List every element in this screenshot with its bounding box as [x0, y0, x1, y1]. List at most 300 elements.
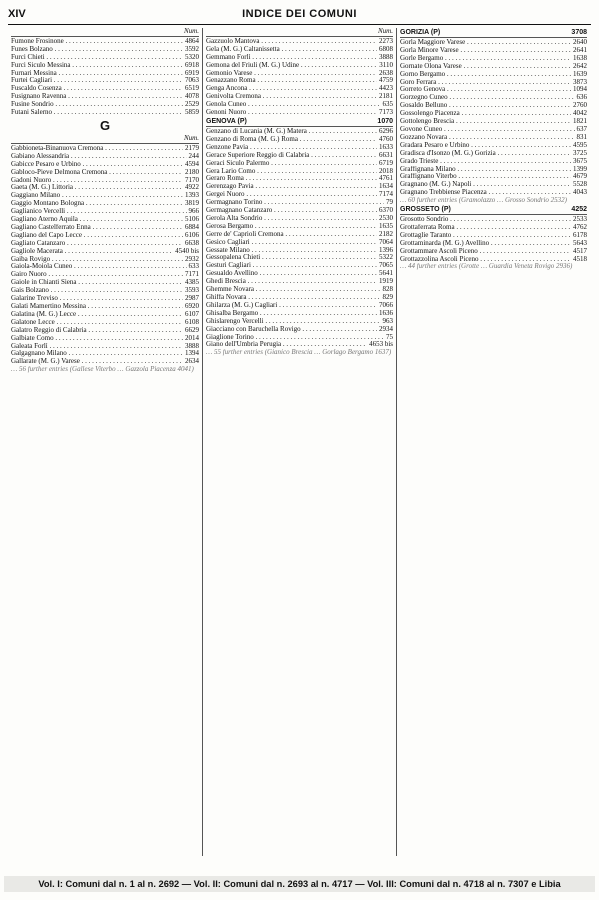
index-entry — [206, 85, 393, 93]
index-entry — [206, 128, 393, 136]
comune-name: Graffignano Viterbo . . . — [400, 173, 571, 181]
comune-number: 637 — [576, 124, 587, 133]
truncation-note: … 60 further entries (Gramolazzo … Grosso Sondrio 2532) — [400, 197, 567, 205]
column-1 — [8, 28, 202, 856]
comune-name: Futani Salerno . . . — [11, 109, 183, 117]
index-entry — [206, 183, 393, 191]
index-entry — [206, 223, 393, 231]
comune-number: 6631 — [379, 150, 393, 159]
comune-name: Gadoni Nuoro . . . — [11, 177, 183, 185]
comune-number: 2641 — [573, 45, 587, 54]
comune-name: Gergei Nuoro . . . — [206, 191, 377, 199]
comune-name: Gesico Cagliari . . . — [206, 239, 377, 247]
index-entry — [11, 224, 199, 232]
page-title: INDICE DEI COMUNI — [242, 8, 357, 20]
index-entry — [11, 62, 199, 70]
num-header: Num. — [11, 28, 199, 37]
comune-name: Gragnano (M. G.) Napoli . . . — [400, 181, 571, 189]
comune-number: 2273 — [379, 36, 393, 45]
index-entry — [11, 343, 199, 351]
comune-number: 4517 — [573, 246, 587, 255]
province-tag: (P) — [441, 206, 451, 214]
page-number: XIV — [8, 8, 26, 20]
comune-number: 6638 — [185, 238, 199, 247]
comune-number: 2760 — [573, 101, 587, 110]
comune-name: Ghisalba Bergamo . . . — [206, 310, 377, 318]
truncation-note: … 44 further entries (Grotte … Guardia Veneta Rovigo 2936) — [400, 263, 573, 271]
index-entry — [400, 240, 587, 248]
comune-name: Giano dell'Umbria Perugia . . . — [206, 341, 367, 349]
comune-number: 4653 bis — [369, 340, 393, 349]
index-entry — [400, 71, 587, 79]
comune-number: 6519 — [185, 84, 199, 93]
comune-number: 3675 — [573, 156, 587, 165]
comune-name: Galgagnano Milano . . . — [11, 350, 183, 358]
comune-number: 2018 — [379, 166, 393, 175]
index-entry — [206, 175, 393, 183]
comune-number: 3888 — [379, 52, 393, 61]
comune-number: 2987 — [185, 294, 199, 303]
comune-number: 2179 — [185, 143, 199, 152]
index-entry — [206, 239, 393, 247]
index-entry — [206, 136, 393, 144]
comune-number: 6178 — [573, 230, 587, 239]
comune-name: Gagliole Macerata . . . — [11, 248, 173, 256]
comune-name: Gagliato Catanzaro . . . — [11, 240, 183, 248]
index-entry — [11, 169, 199, 177]
comune-name: Gesualdo Avellino . . . — [206, 270, 377, 278]
index-entry — [400, 134, 587, 142]
comune-number: 1636 — [379, 308, 393, 317]
index-entry — [206, 168, 393, 176]
comune-name: Gemona del Friuli (M. G.) Udine . . . — [206, 62, 377, 70]
comune-name: Gazzuolo Mantova . . . — [206, 38, 377, 46]
index-entry — [206, 302, 393, 310]
comune-name: Gerace Superiore Reggio di Calabria . . . — [206, 152, 377, 160]
index-entry — [11, 184, 199, 192]
comune-number: 7171 — [185, 270, 199, 279]
comune-name: Gesturi Cagliari . . . — [206, 262, 377, 270]
comune-name: Furci Chieti . . . — [11, 54, 183, 62]
comune-name: Genoni Nuoro . . . — [206, 109, 377, 117]
comune-number: 5528 — [573, 180, 587, 189]
comune-name: Gragnano Trebbiense Piacenza . . . — [400, 189, 571, 197]
comune-number: 4760 — [379, 134, 393, 143]
comune-number: 4594 — [185, 159, 199, 168]
index-entry — [206, 109, 393, 117]
comune-number: 4762 — [573, 222, 587, 231]
comune-name: Gagliano Aterno Aquila . . . — [11, 216, 183, 224]
index-entry — [11, 327, 199, 335]
comune-name: Genga Ancona . . . — [206, 85, 377, 93]
province-number: 1070 — [377, 117, 393, 125]
comune-name: Graffignana Milano . . . — [400, 166, 571, 174]
comune-number: 2014 — [185, 333, 199, 342]
comune-number: 828 — [382, 285, 393, 294]
comune-name: Gerosa Bergamo . . . — [206, 223, 377, 231]
comune-number: 829 — [382, 293, 393, 301]
entry-list — [206, 128, 393, 349]
comune-number: 7173 — [379, 108, 393, 117]
comune-name: Genzone Pavia . . . — [206, 144, 377, 152]
index-entry — [400, 181, 587, 189]
province-heading — [206, 118, 393, 127]
comune-number: 4679 — [573, 172, 587, 181]
index-entry — [206, 326, 393, 334]
index-entry — [11, 145, 199, 153]
comune-name: Gaeta (M. G.) Littoria . . . — [11, 184, 183, 192]
comune-name: Genivolta Cremona . . . — [206, 93, 377, 101]
comune-name: Galatro Reggio di Calabria . . . — [11, 327, 183, 335]
index-entry — [11, 54, 199, 62]
comune-name: Galati Mamertino Messina . . . — [11, 303, 183, 311]
index-entry — [11, 153, 199, 161]
truncation-note: … 56 further entries (Gallese Viterbo … Gazzola Piacenza 4041) — [11, 366, 194, 374]
comune-number: 2181 — [379, 92, 393, 101]
header-rule — [8, 24, 591, 25]
comune-number: 966 — [188, 207, 199, 216]
index-entry — [400, 39, 587, 47]
index-entry — [206, 270, 393, 278]
comune-number: 5322 — [379, 253, 393, 262]
comune-name: Gottolengo Brescia . . . — [400, 118, 571, 126]
comune-number: 4595 — [573, 140, 587, 149]
comune-number: 5320 — [185, 52, 199, 61]
comune-number: 3888 — [185, 341, 199, 350]
comune-name: Gaiola-Moiola Cuneo . . . — [11, 263, 187, 271]
index-entry — [400, 63, 587, 71]
index-entry — [400, 248, 587, 256]
comune-name: Grottammare Ascoli Piceno . . . — [400, 248, 571, 256]
comune-name: Gaglianico Vercelli . . . — [11, 208, 187, 216]
comune-name: Gaiole in Chianti Siena . . . — [11, 279, 183, 287]
index-entry — [11, 279, 199, 287]
num-header: Num. — [206, 28, 393, 37]
index-entry — [11, 319, 199, 327]
truncation-note: … 55 further entries (Gianico Brescia … Gorlago Bergamo 1637) — [206, 349, 392, 357]
province-number: 4252 — [571, 206, 587, 214]
comune-number: 1639 — [573, 69, 587, 78]
comune-number: 6106 — [185, 230, 199, 239]
index-entry — [400, 256, 587, 264]
comune-name: Gerre de' Caprioli Cremona . . . — [206, 231, 377, 239]
index-entry — [206, 70, 393, 78]
index-entry — [11, 303, 199, 311]
comune-name: Gais Bolzano . . . — [11, 287, 183, 295]
index-entry — [206, 62, 393, 70]
comune-name: Genazzano Roma . . . — [206, 77, 377, 85]
comune-name: Gornate Olona Varese . . . — [400, 63, 571, 71]
comune-name: Gorla Maggiore Varese . . . — [400, 39, 571, 47]
index-entry — [11, 77, 199, 85]
comune-number: 3110 — [379, 60, 393, 69]
index-entry — [11, 101, 199, 109]
index-entry — [11, 93, 199, 101]
comune-number: 79 — [386, 198, 393, 207]
comune-name: Gaiba Rovigo . . . — [11, 256, 183, 264]
comune-number: 5641 — [379, 269, 393, 278]
index-entry — [206, 294, 393, 302]
comune-number: 1393 — [185, 191, 199, 200]
comune-name: Gairo Nuoro . . . — [11, 271, 183, 279]
index-entry — [400, 150, 587, 158]
comune-number: 6629 — [185, 325, 199, 334]
comune-number: 4922 — [185, 183, 199, 192]
comune-number: 2530 — [379, 213, 393, 222]
comune-name: Gallarate (M. G.) Varese . . . — [11, 358, 183, 366]
index-entry — [11, 271, 199, 279]
comune-name: Gagliano Castelferrato Enna . . . — [11, 224, 183, 232]
comune-number: 3819 — [185, 199, 199, 208]
comune-number: 4518 — [573, 254, 587, 263]
index-entry — [400, 126, 587, 134]
index-entry — [206, 341, 393, 349]
index-entry — [206, 215, 393, 223]
num-header: Num. — [11, 135, 199, 144]
province-heading — [400, 29, 587, 38]
comune-number: 2932 — [185, 254, 199, 263]
comune-number: 1821 — [573, 117, 587, 126]
index-entry — [206, 160, 393, 168]
comune-name: Ghislarengo Vercelli . . . — [206, 318, 381, 326]
index-entry — [11, 85, 199, 93]
entry-list — [206, 38, 393, 117]
index-entry — [400, 118, 587, 126]
comune-number: 7063 — [185, 76, 199, 85]
index-entry — [400, 79, 587, 87]
comune-name: Genola Cuneo . . . — [206, 101, 381, 109]
comune-number: 6108 — [185, 317, 199, 326]
comune-name: Geraci Siculo Palermo . . . — [206, 160, 377, 168]
comune-number: 1396 — [379, 245, 393, 254]
section-letter: G — [99, 117, 111, 133]
comune-number: 1394 — [185, 349, 199, 358]
index-entry — [400, 173, 587, 181]
index-entry — [206, 38, 393, 46]
entry-list — [400, 39, 587, 197]
comune-number: 963 — [382, 316, 393, 325]
comune-name: Genzano di Lucania (M. G.) Matera . . . — [206, 128, 377, 136]
index-entry — [11, 263, 199, 271]
comune-number: 4423 — [379, 84, 393, 93]
index-entry — [400, 158, 587, 166]
index-entry — [400, 110, 587, 118]
comune-number: 7066 — [379, 300, 393, 309]
index-entry — [11, 256, 199, 264]
index-entry — [400, 47, 587, 55]
comune-name: Gorno Bergamo . . . — [400, 71, 571, 79]
province-name: GROSSETO — [400, 206, 440, 214]
entry-list — [11, 145, 199, 366]
comune-name: Gabiano Alessandria . . . — [11, 153, 187, 161]
comune-name: Geraro Roma . . . — [206, 175, 377, 183]
index-entry — [11, 161, 199, 169]
index-entry — [400, 166, 587, 174]
comune-name: Grado Trieste . . . — [400, 158, 571, 166]
comune-name: Ghedi Brescia . . . — [206, 278, 377, 286]
index-entry — [11, 232, 199, 240]
comune-number: 5106 — [185, 215, 199, 224]
comune-name: Grottaferrata Roma . . . — [400, 224, 571, 232]
comune-name: Germagnano Torino . . . — [206, 199, 384, 207]
comune-name: Galarine Treviso . . . — [11, 295, 183, 303]
index-entry — [206, 262, 393, 270]
comune-number: 1094 — [573, 85, 587, 94]
comune-name: Gradara Pesaro e Urbino . . . — [400, 142, 571, 150]
comune-number: 6919 — [185, 68, 199, 77]
comune-number: 3593 — [185, 286, 199, 295]
comune-number: 7065 — [379, 261, 393, 270]
comune-number: 1638 — [573, 53, 587, 62]
index-entry — [206, 152, 393, 160]
column-2 — [202, 28, 396, 856]
comune-name: Gerola Alta Sondrio . . . — [206, 215, 377, 223]
comune-name: Furtei Cagliari . . . — [11, 77, 183, 85]
comune-number: 7170 — [185, 175, 199, 184]
index-entry — [206, 144, 393, 152]
comune-number: 6296 — [379, 126, 393, 135]
comune-number: 2934 — [379, 324, 393, 333]
comune-number: 2642 — [573, 61, 587, 70]
comune-number: 1635 — [379, 221, 393, 230]
comune-name: Gessate Milano . . . — [206, 247, 377, 255]
index-entry — [206, 207, 393, 215]
comune-name: Germagnano Catanzaro . . . — [206, 207, 377, 215]
comune-number: 4078 — [185, 92, 199, 101]
comune-number: 2529 — [185, 100, 199, 109]
comune-number: 75 — [386, 332, 393, 341]
page-header — [8, 6, 591, 22]
index-columns — [8, 28, 591, 856]
comune-number: 1634 — [379, 182, 393, 191]
comune-number: 4759 — [379, 76, 393, 85]
index-entry — [11, 248, 199, 256]
index-entry — [206, 199, 393, 207]
comune-name: Goro Ferrara . . . — [400, 79, 571, 87]
comune-name: Gemmano Forlì . . . — [206, 54, 377, 62]
index-entry — [206, 278, 393, 286]
comune-name: Gemonio Varese . . . — [206, 70, 377, 78]
index-entry — [206, 54, 393, 62]
comune-number: 2634 — [185, 357, 199, 366]
comune-number: 6370 — [379, 206, 393, 215]
comune-name: Gorle Bergamo . . . — [400, 55, 571, 63]
index-entry — [400, 142, 587, 150]
comune-number: 6719 — [379, 158, 393, 167]
index-entry — [11, 287, 199, 295]
index-entry — [11, 46, 199, 54]
comune-number: 6107 — [185, 309, 199, 318]
comune-number: 6808 — [379, 44, 393, 53]
comune-number: 5643 — [573, 238, 587, 247]
province-number: 3708 — [571, 29, 587, 36]
comune-name: Grottazzolina Ascoli Piceno . . . — [400, 256, 571, 264]
comune-name: Gosaldo Belluno . . . — [400, 102, 571, 110]
comune-name: Grosotto Sondrio . . . — [400, 216, 571, 224]
index-entry — [11, 192, 199, 200]
index-entry — [400, 232, 587, 240]
comune-number: 7064 — [379, 237, 393, 246]
comune-number: 633 — [188, 262, 199, 271]
comune-number: 4042 — [573, 109, 587, 118]
comune-name: Giaglione Torino . . . — [206, 334, 384, 342]
comune-number: 4761 — [379, 174, 393, 183]
index-entry — [400, 189, 587, 197]
comune-number: 4385 — [185, 278, 199, 287]
index-entry — [11, 358, 199, 366]
comune-name: Grottaminarda (M. G.) Avellino . . . — [400, 240, 571, 248]
comune-name: Fuscaldo Cosenza . . . — [11, 85, 183, 93]
comune-name: Gradisca d'Isonzo (M. G.) Gorizia . . . — [400, 150, 571, 158]
index-entry — [11, 38, 199, 46]
comune-number: 3725 — [573, 148, 587, 157]
comune-name: Genzano di Roma (M. G.) Roma . . . — [206, 136, 377, 144]
comune-name: Gabicce Pesaro e Urbino . . . — [11, 161, 183, 169]
index-entry — [206, 77, 393, 85]
comune-name: Gozzano Novara . . . — [400, 134, 575, 142]
index-entry — [11, 311, 199, 319]
index-entry — [206, 46, 393, 54]
column-3 — [396, 28, 590, 856]
comune-name: Fumone Frosinone . . . — [11, 38, 183, 46]
index-entry — [11, 216, 199, 224]
province-tag: (P) — [237, 117, 247, 125]
index-entry — [11, 177, 199, 185]
comune-name: Gabloco-Pieve Delmona Cremona . . . — [11, 169, 183, 177]
comune-number: 2182 — [379, 229, 393, 238]
comune-number: 4864 — [185, 36, 199, 45]
index-entry — [206, 231, 393, 239]
comune-name: Fusine Sondrio . . . — [11, 101, 183, 109]
index-entry — [11, 295, 199, 303]
comune-name: Govone Cuneo . . . — [400, 126, 575, 134]
comune-number: 3592 — [185, 44, 199, 53]
comune-name: Ghiffa Novara . . . — [206, 294, 381, 302]
comune-number: 1633 — [379, 142, 393, 151]
index-entry — [11, 109, 199, 117]
index-entry — [11, 335, 199, 343]
comune-name: Ghilarza (M. G.) Cagliari . . . — [206, 302, 377, 310]
index-entry — [206, 93, 393, 101]
comune-name: Gossolengo Piacenza . . . — [400, 110, 571, 118]
comune-number: 7174 — [379, 190, 393, 199]
comune-number: 6918 — [185, 60, 199, 69]
entry-list — [400, 216, 587, 263]
index-entry — [206, 254, 393, 262]
comune-name: Giacciano con Baruchella Rovigo . . . — [206, 326, 377, 334]
index-entry — [206, 247, 393, 255]
comune-name: Gabbioneta-Binanuova Cremona . . . — [11, 145, 183, 153]
index-entry — [206, 286, 393, 294]
index-entry — [11, 240, 199, 248]
comune-name: Gorzegno Cuneo . . . — [400, 94, 575, 102]
comune-name: Galeata Forlì . . . — [11, 343, 183, 351]
comune-number: 636 — [576, 93, 587, 102]
comune-name: Funes Bolzano . . . — [11, 46, 183, 54]
comune-name: Gorreto Genova . . . — [400, 86, 571, 94]
index-entry — [400, 94, 587, 102]
comune-number: 6920 — [185, 302, 199, 310]
comune-name: Gorla Minore Varese . . . — [400, 47, 571, 55]
comune-name: Gerenzago Pavia . . . — [206, 183, 377, 191]
index-entry — [206, 318, 393, 326]
comune-number: 2533 — [573, 215, 587, 224]
comune-number: 2638 — [379, 68, 393, 77]
entry-list — [11, 38, 199, 117]
comune-name: Galbiate Como . . . — [11, 335, 183, 343]
province-tag: (P) — [430, 29, 441, 36]
comune-name: Galatone Lecce . . . — [11, 319, 183, 327]
